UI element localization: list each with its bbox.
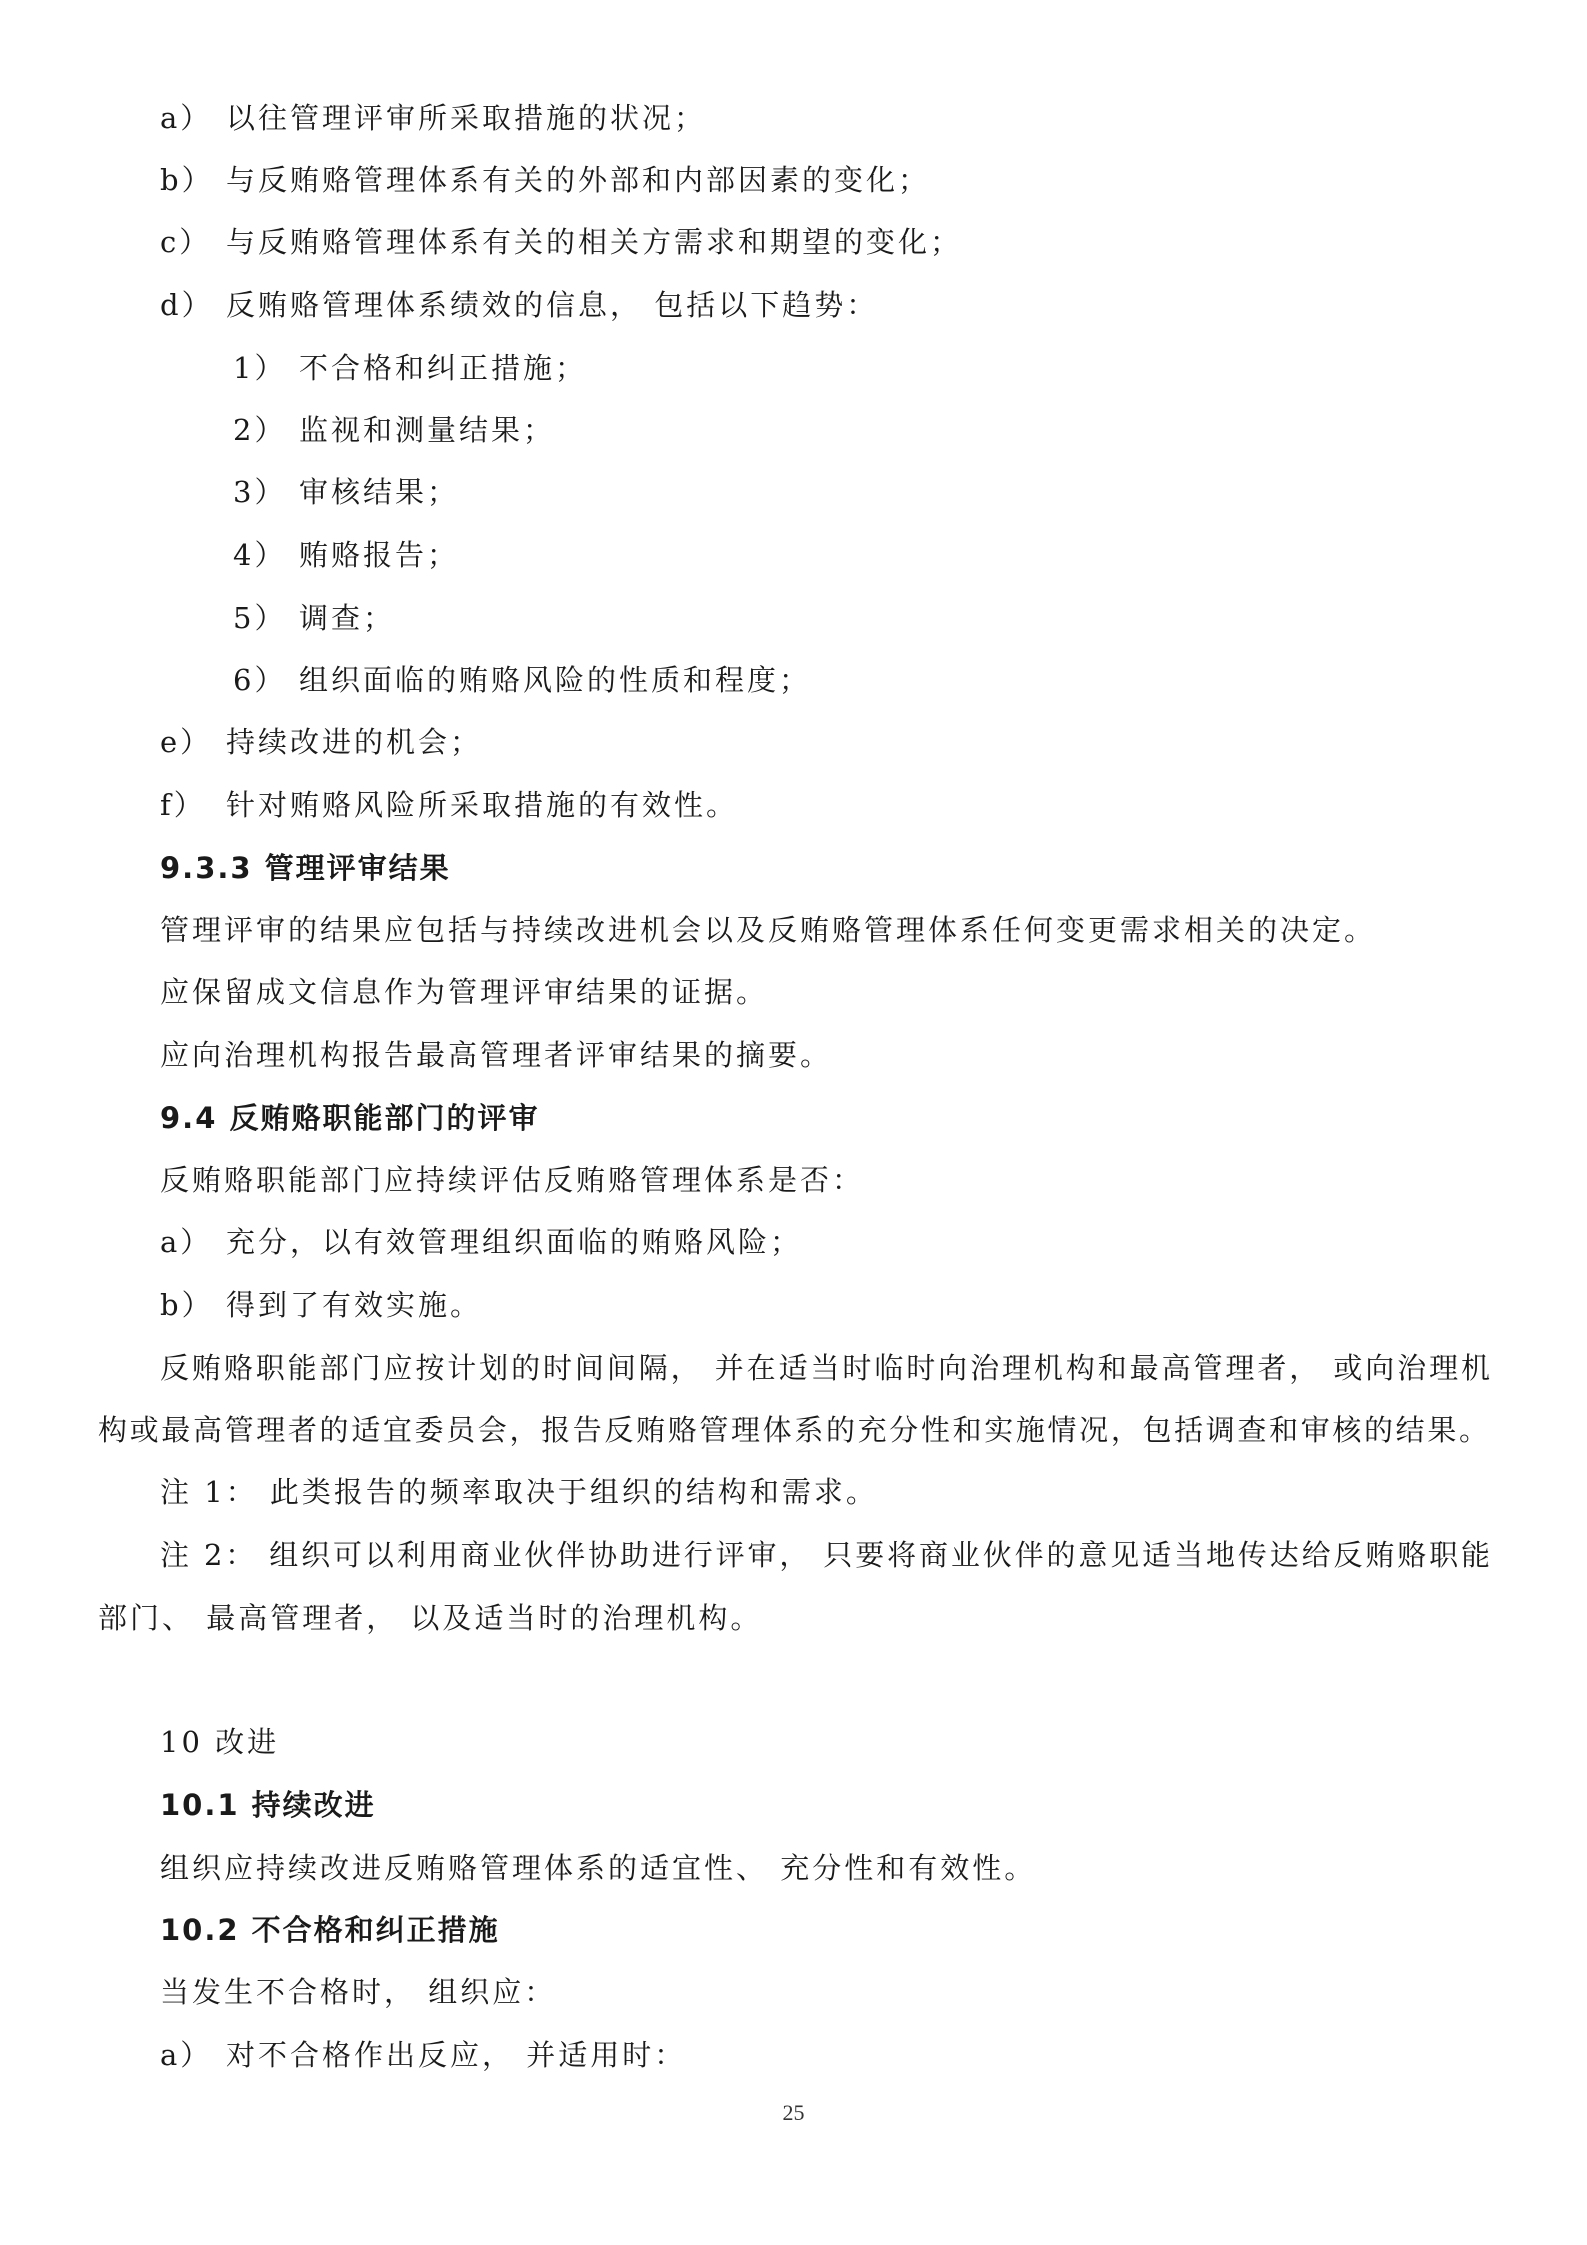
list-label: c） bbox=[160, 225, 212, 259]
list-text: 反贿赂管理体系绩效的信息， 包括以下趋势： bbox=[226, 288, 879, 322]
sublist-item bbox=[233, 348, 587, 388]
section-heading-9-4: 9.4 反贿赂职能部门的评审 bbox=[160, 1101, 540, 1135]
list-item bbox=[160, 1222, 802, 1262]
paragraph: 管理评审的结果应包括与持续改进机会以及反贿赂管理体系任何变更需求相关的决定。 bbox=[160, 913, 1377, 947]
list-label: b） bbox=[160, 1288, 214, 1322]
list-item bbox=[160, 222, 962, 262]
note-2-line: 注 2： 组织可以利用商业伙伴协助进行评审， 只要将商业伙伴的意见适当地传达给反贿赂职能 bbox=[160, 1538, 1490, 1572]
paragraph: 反贿赂职能部门应持续评估反贿赂管理体系是否： bbox=[160, 1163, 865, 1197]
paragraph: 应保留成文信息作为管理评审结果的证据。 bbox=[160, 975, 769, 1009]
list-text: 与反贿赂管理体系有关的相关方需求和期望的变化； bbox=[226, 225, 963, 259]
list-text: 持续改进的机会； bbox=[226, 725, 483, 759]
list-item bbox=[160, 2035, 686, 2075]
list-item bbox=[160, 1285, 482, 1325]
sublist-item bbox=[233, 535, 459, 575]
list-item bbox=[160, 785, 738, 825]
section-heading-9-3-3: 9.3.3 管理评审结果 bbox=[160, 851, 451, 885]
note-2-line: 部门、 最高管理者， 以及适当时的治理机构。 bbox=[98, 1601, 763, 1635]
list-text: 对不合格作出反应， 并适用时： bbox=[226, 2038, 687, 2072]
list-label: d） bbox=[160, 288, 214, 322]
list-item bbox=[160, 98, 706, 138]
list-label: 4） bbox=[233, 538, 287, 572]
list-label: a） bbox=[160, 1225, 213, 1259]
list-text: 针对贿赂风险所采取措施的有效性。 bbox=[226, 788, 739, 822]
list-label: 5） bbox=[233, 601, 287, 635]
list-label: 1） bbox=[233, 351, 287, 385]
list-label: b） bbox=[160, 163, 214, 197]
list-label: f） bbox=[160, 788, 206, 822]
sublist-item bbox=[233, 410, 555, 450]
list-text: 以往管理评审所采取措施的状况； bbox=[226, 101, 707, 135]
list-label: a） bbox=[160, 2038, 213, 2072]
paragraph: 应向治理机构报告最高管理者评审结果的摘要。 bbox=[160, 1038, 833, 1072]
list-text: 审核结果； bbox=[299, 475, 460, 509]
list-text: 组织面临的贿赂风险的性质和程度； bbox=[299, 663, 812, 697]
list-label: a） bbox=[160, 101, 213, 135]
sublist-item bbox=[233, 472, 459, 512]
section-heading-10-2: 10.2 不合格和纠正措施 bbox=[160, 1913, 500, 1947]
list-text: 与反贿赂管理体系有关的外部和内部因素的变化； bbox=[226, 163, 931, 197]
paragraph-line: 反贿赂职能部门应按计划的时间间隔， 并在适当时临时向治理机构和最高管理者， 或向治理机 bbox=[160, 1351, 1490, 1385]
list-text: 贿赂报告； bbox=[299, 538, 460, 572]
chapter-heading-10: 10 改进 bbox=[160, 1725, 280, 1759]
sublist-item bbox=[233, 660, 811, 700]
list-item bbox=[160, 160, 930, 200]
list-label: 3） bbox=[233, 475, 287, 509]
sublist-item bbox=[233, 598, 395, 638]
list-item bbox=[160, 722, 482, 762]
list-text: 不合格和纠正措施； bbox=[299, 351, 588, 385]
list-text: 得到了有效实施。 bbox=[226, 1288, 483, 1322]
paragraph: 当发生不合格时， 组织应： bbox=[160, 1975, 557, 2009]
section-heading-10-1: 10.1 持续改进 bbox=[160, 1788, 376, 1822]
list-text: 充分，以有效管理组织面临的贿赂风险； bbox=[226, 1225, 803, 1259]
list-text: 调查； bbox=[299, 601, 396, 635]
page-number: 25 bbox=[782, 2100, 805, 2125]
paragraph-line: 构或最高管理者的适宜委员会，报告反贿赂管理体系的充分性和实施情况，包括调查和审核的结果。 bbox=[98, 1413, 1488, 1447]
list-item bbox=[160, 285, 878, 325]
list-label: 2） bbox=[233, 413, 287, 447]
list-label: e） bbox=[160, 725, 213, 759]
paragraph: 组织应持续改进反贿赂管理体系的适宜性、 充分性和有效性。 bbox=[160, 1851, 1037, 1885]
list-label: 6） bbox=[233, 663, 287, 697]
list-text: 监视和测量结果； bbox=[299, 413, 556, 447]
note-1: 注 1： 此类报告的频率取决于组织的结构和需求。 bbox=[160, 1475, 878, 1509]
